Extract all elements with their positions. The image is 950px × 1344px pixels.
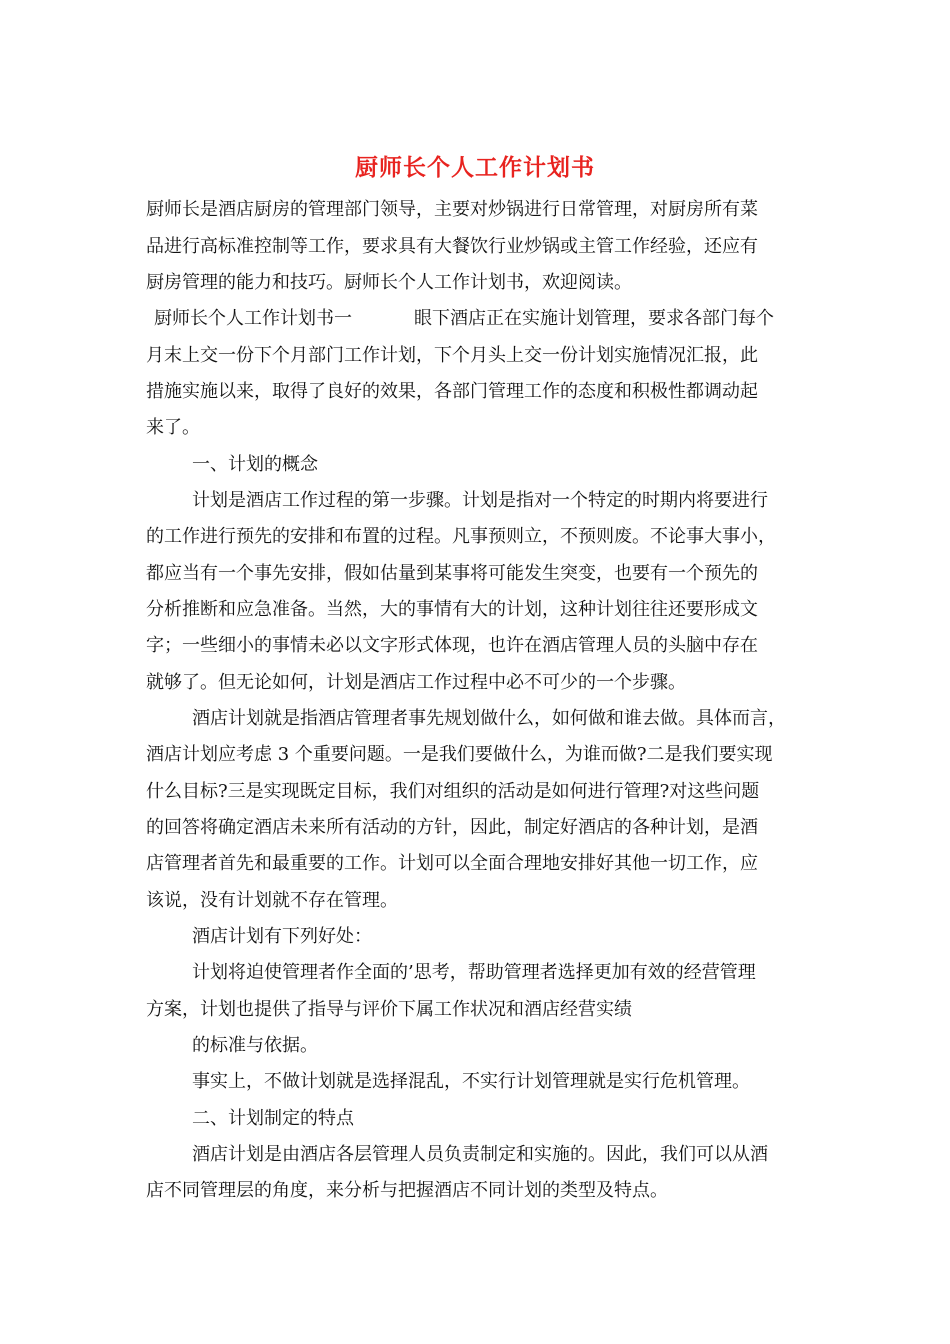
opening-line: 月末上交一份下个月部门工作计划，下个月头上交一份计划实施情况汇报，此 bbox=[146, 345, 758, 366]
paragraph-line: 计划是酒店工作过程的第一步骤。计划是指对一个特定的时期内将要进行 bbox=[192, 490, 768, 511]
paragraph-line: 就够了。但无论如何，计划是酒店工作过程中必不可少的一个步骤。 bbox=[146, 672, 686, 693]
document-subtitle: 厨师长个人工作计划书一 bbox=[154, 308, 352, 329]
paragraph-line: 的工作进行预先的安排和布置的过程。凡事预则立，不预则废。不论事大事小， bbox=[146, 526, 776, 547]
paragraph-line: 字；一些细小的事情未必以文字形式体现，也许在酒店管理人员的头脑中存在 bbox=[146, 635, 758, 656]
intro-line: 品进行高标准控制等工作，要求具有大餐饮行业炒锅或主管工作经验，还应有 bbox=[146, 236, 758, 257]
opening-line: 措施实施以来，取得了良好的效果，各部门管理工作的态度和积极性都调动起 bbox=[146, 381, 758, 402]
benefits-heading: 酒店计划有下列好处： bbox=[192, 926, 372, 947]
paragraph-line: 的标准与依据。 bbox=[192, 1035, 318, 1056]
subtitle-line bbox=[154, 306, 774, 332]
paragraph-line: 什么目标?三是实现既定目标，我们对组织的活动是如何进行管理?对这些问题 bbox=[146, 781, 760, 802]
section-heading: 一、计划的概念 bbox=[192, 454, 318, 475]
paragraph-line: 酒店计划是由酒店各层管理人员负责制定和实施的。因此，我们可以从酒 bbox=[192, 1144, 768, 1165]
closing-line: 事实上，不做计划就是选择混乱，不实行计划管理就是实行危机管理。 bbox=[192, 1071, 750, 1092]
paragraph-line: 该说，没有计划就不存在管理。 bbox=[146, 890, 398, 911]
intro-line: 厨师长是酒店厨房的管理部门领导，主要对炒锅进行日常管理，对厨房所有菜 bbox=[146, 199, 758, 220]
paragraph-line: 分析推断和应急准备。当然，大的事情有大的计划，这种计划往往还要形成文 bbox=[146, 599, 758, 620]
paragraph-line: 方案，计划也提供了指导与评价下属工作状况和酒店经营实绩 bbox=[146, 999, 632, 1020]
paragraph-line: 的回答将确定酒店未来所有活动的方针，因此，制定好酒店的各种计划，是酒 bbox=[146, 817, 758, 838]
opening-line: 来了。 bbox=[146, 417, 200, 438]
paragraph-line: 计划将迫使管理者作全面的’思考，帮助管理者选择更加有效的经营管理 bbox=[192, 962, 756, 983]
paragraph-line: 酒店计划应考虑 3 个重要问题。一是我们要做什么，为谁而做?二是我们要实现 bbox=[146, 744, 773, 765]
paragraph-line: 都应当有一个事先安排，假如估量到某事将可能发生突变，也要有一个预先的 bbox=[146, 563, 758, 584]
document-title: 厨师长个人工作计划书 bbox=[355, 154, 595, 181]
paragraph-line: 酒店计划就是指酒店管理者事先规划做什么，如何做和谁去做。具体而言， bbox=[192, 708, 786, 729]
opening-line: 眼下酒店正在实施计划管理，要求各部门每个 bbox=[414, 308, 774, 329]
paragraph-line: 店不同管理层的角度，来分析与把握酒店不同计划的类型及特点。 bbox=[146, 1180, 668, 1201]
paragraph-line: 店管理者首先和最重要的工作。计划可以全面合理地安排好其他一切工作，应 bbox=[146, 853, 758, 874]
intro-line: 厨房管理的能力和技巧。厨师长个人工作计划书，欢迎阅读。 bbox=[146, 272, 632, 293]
section-heading: 二、计划制定的特点 bbox=[192, 1108, 354, 1129]
